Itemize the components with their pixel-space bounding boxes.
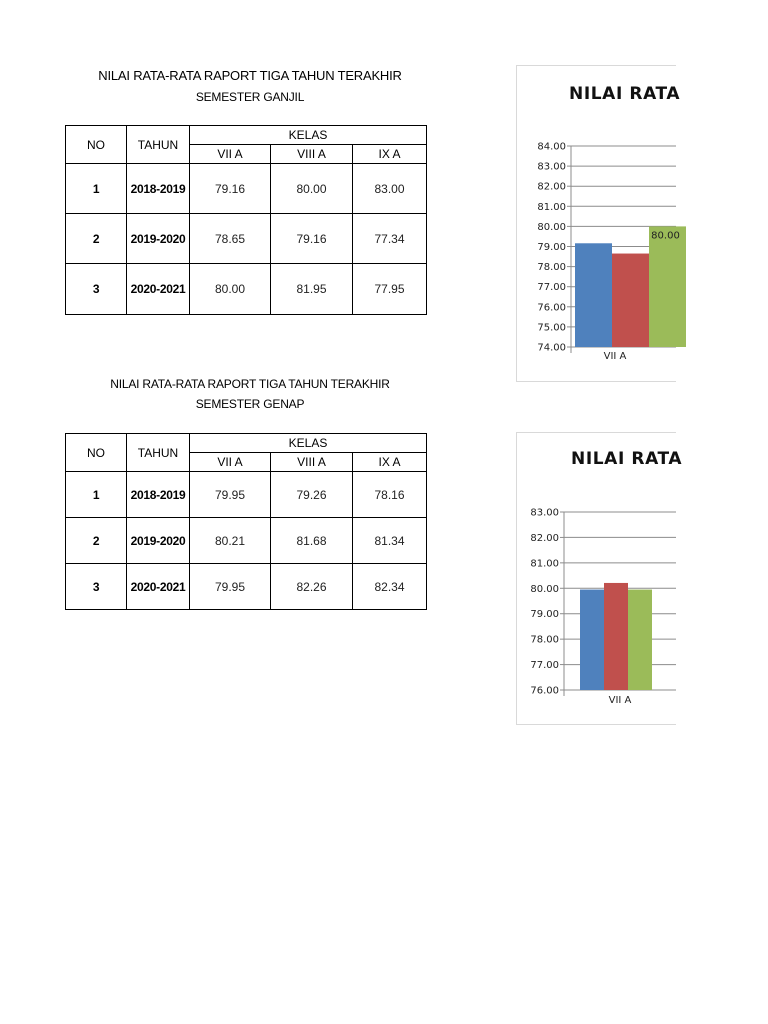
table-row: [66, 518, 427, 564]
header-tahun: TAHUN: [127, 126, 190, 164]
header-kelas: KELAS: [190, 126, 427, 145]
ganjil-bar-chart: [517, 66, 680, 381]
row-no: 3: [66, 564, 127, 610]
table-row: [66, 564, 427, 610]
row-no: 2: [66, 518, 127, 564]
data-label: 80.00: [651, 230, 680, 242]
y-tick-label: 76.00: [530, 685, 559, 697]
genap-bar-chart: [517, 433, 676, 724]
y-tick-label: 80.00: [530, 583, 559, 595]
bar: [575, 243, 612, 347]
row-year: 2019-2020: [127, 518, 190, 564]
row-year: 2019-2020: [127, 214, 190, 264]
bar: [604, 583, 628, 690]
y-tick-label: 80.00: [537, 221, 566, 233]
y-tick-label: 74.00: [537, 342, 566, 354]
row-value: 78.16: [353, 472, 427, 518]
y-tick-label: 83.00: [530, 507, 559, 519]
row-no: 2: [66, 214, 127, 264]
header-class: VIII A: [271, 145, 353, 164]
row-value: 81.95: [271, 264, 353, 315]
header-tahun: TAHUN: [127, 434, 190, 472]
row-year: 2018-2019: [127, 164, 190, 214]
y-tick-label: 81.00: [537, 201, 566, 213]
row-year: 2020-2021: [127, 264, 190, 315]
header-class: IX A: [353, 453, 427, 472]
header-class: IX A: [353, 145, 427, 164]
y-tick-label: 78.00: [537, 262, 566, 274]
table-row: [66, 164, 427, 214]
genap-chart: [516, 432, 683, 725]
chart-title: NILAI RATA: [569, 84, 681, 104]
bar: [580, 590, 604, 690]
ganjil-chart: [516, 65, 681, 382]
row-value: 79.95: [190, 472, 271, 518]
row-value: 78.65: [190, 214, 271, 264]
header-kelas: KELAS: [190, 434, 427, 453]
ganjil-table: [65, 125, 427, 315]
header-class: VII A: [190, 145, 271, 164]
ganjil-title: NILAI RATA-RATA RAPORT TIGA TAHUN TERAKHIR: [98, 68, 402, 83]
bar: [628, 590, 652, 690]
genap-table: [65, 433, 427, 610]
row-value: 82.34: [353, 564, 427, 610]
row-year: 2018-2019: [127, 472, 190, 518]
bar: [649, 226, 686, 347]
row-value: 79.16: [271, 214, 353, 264]
row-value: 80.00: [271, 164, 353, 214]
chart-title: NILAI RATA: [571, 449, 683, 469]
header-no: NO: [66, 434, 127, 472]
y-tick-label: 83.00: [537, 161, 566, 173]
y-tick-label: 82.00: [537, 181, 566, 193]
row-value: 81.34: [353, 518, 427, 564]
row-value: 82.26: [271, 564, 353, 610]
y-tick-label: 81.00: [530, 558, 559, 570]
row-value: 79.16: [190, 164, 271, 214]
row-value: 79.26: [271, 472, 353, 518]
x-category-label: VII A: [608, 695, 632, 706]
y-tick-label: 78.00: [530, 634, 559, 646]
row-value: 79.95: [190, 564, 271, 610]
y-tick-label: 76.00: [537, 302, 566, 314]
row-value: 77.34: [353, 214, 427, 264]
row-no: 3: [66, 264, 127, 315]
bar: [612, 254, 649, 347]
row-value: 83.00: [353, 164, 427, 214]
header-no: NO: [66, 126, 127, 164]
y-tick-label: 77.00: [530, 660, 559, 672]
row-value: 80.21: [190, 518, 271, 564]
y-tick-label: 75.00: [537, 322, 566, 334]
row-no: 1: [66, 472, 127, 518]
y-tick-label: 79.00: [537, 242, 566, 253]
ganjil-subtitle: SEMESTER GANJIL: [195, 90, 305, 104]
y-tick-label: 77.00: [537, 282, 566, 294]
genap-title: NILAI RATA-RATA RAPORT TIGA TAHUN TERAKHIR: [110, 377, 390, 391]
row-year: 2020-2021: [127, 564, 190, 610]
header-class: VIII A: [271, 453, 353, 472]
genap-subtitle: SEMESTER GENAP: [195, 397, 305, 411]
y-tick-label: 82.00: [530, 532, 559, 544]
row-value: 80.00: [190, 264, 271, 315]
row-value: 81.68: [271, 518, 353, 564]
x-category-label: VII A: [603, 351, 627, 362]
table-row: [66, 264, 427, 315]
header-class: VII A: [190, 453, 271, 472]
row-no: 1: [66, 164, 127, 214]
y-tick-label: 79.00: [530, 609, 559, 621]
table-row: [66, 214, 427, 264]
table-row: [66, 472, 427, 518]
row-value: 77.95: [353, 264, 427, 315]
y-tick-label: 84.00: [537, 141, 566, 153]
